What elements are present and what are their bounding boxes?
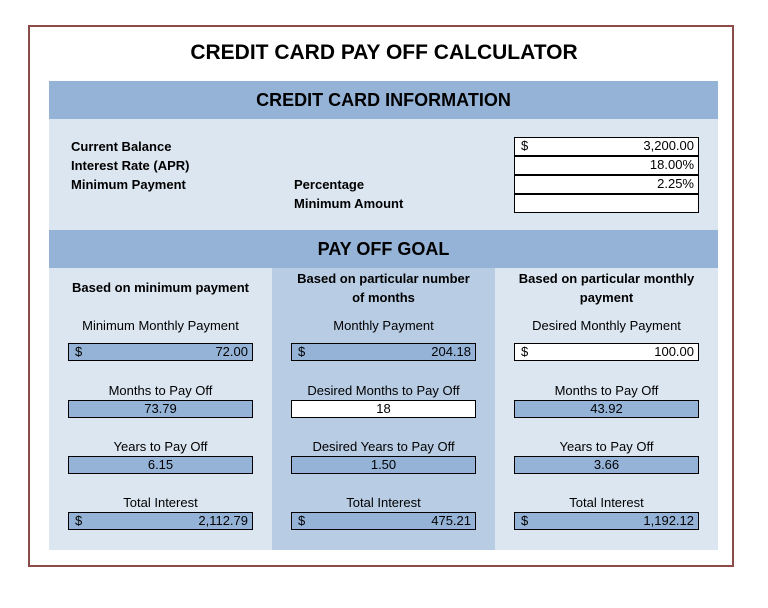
column-2-months-label: Desired Months to Pay Off (307, 383, 460, 398)
column-1-years-label: Years to Pay Off (113, 439, 208, 454)
currency-symbol: $ (75, 344, 83, 359)
column-2-interest-label: Total Interest (346, 495, 421, 510)
column-3-interest-value: 1,192.12 (643, 513, 694, 528)
column-3-heading (495, 269, 718, 307)
column-2-interest-field (291, 512, 476, 530)
minimum-amount-label: Minimum Amount (294, 196, 404, 211)
column-1-interest-label: Total Interest (123, 495, 198, 510)
column-3-payment-value: 100.00 (654, 344, 694, 359)
column-2-interest-value: 475.21 (431, 513, 471, 528)
currency-symbol: $ (521, 344, 529, 359)
column-2-heading-line2: of months (352, 290, 415, 305)
interest-rate-value: 18.00% (649, 157, 694, 172)
currency-symbol: $ (75, 513, 83, 528)
current-balance-value: 3,200.00 (643, 138, 694, 153)
column-1-years-field: 6.15 (68, 456, 253, 474)
column-2-payment-field (291, 343, 476, 361)
column-3-payment-field[interactable] (514, 343, 699, 361)
column-1-payment-label: Minimum Monthly Payment (82, 318, 239, 333)
column-1-heading: Based on minimum payment (72, 280, 249, 295)
column-1-months-label: Months to Pay Off (108, 383, 213, 398)
column-3-interest-field (514, 512, 699, 530)
column-3-months-label: Months to Pay Off (554, 383, 659, 398)
column-1-payment-value: 72.00 (215, 344, 248, 359)
column-3-years-label: Years to Pay Off (559, 439, 654, 454)
column-2-payment-value: 204.18 (431, 344, 471, 359)
percentage-field[interactable] (514, 175, 699, 194)
column-1-months-field: 73.79 (68, 400, 253, 418)
goal-section-header: PAY OFF GOAL (49, 230, 718, 268)
column-3-months-field: 43.92 (514, 400, 699, 418)
current-balance-label: Current Balance (71, 139, 172, 154)
column-2-years-label: Desired Years to Pay Off (312, 439, 455, 454)
column-1-interest-field (68, 512, 253, 530)
column-2-payment-label: Monthly Payment (333, 318, 434, 333)
minimum-payment-label: Minimum Payment (71, 177, 186, 192)
column-1-payment-field (68, 343, 253, 361)
percentage-value: 2.25% (657, 176, 694, 191)
current-balance-field[interactable] (514, 137, 699, 156)
column-2-heading (272, 269, 495, 307)
column-3-payment-label: Desired Monthly Payment (532, 318, 681, 333)
column-3-interest-label: Total Interest (569, 495, 644, 510)
column-2-heading-line1: Based on particular number (297, 271, 470, 286)
column-1-interest-value: 2,112.79 (198, 513, 248, 528)
interest-rate-field[interactable] (514, 156, 699, 175)
column-2-months-field[interactable]: 18 (291, 400, 476, 418)
column-2-years-field: 1.50 (291, 456, 476, 474)
percentage-label: Percentage (294, 177, 365, 192)
interest-rate-label: Interest Rate (APR) (71, 158, 190, 173)
currency-symbol: $ (298, 344, 306, 359)
currency-symbol: $ (298, 513, 306, 528)
column-3-years-field: 3.66 (514, 456, 699, 474)
currency-symbol: $ (521, 138, 529, 153)
column-3-heading-line2: payment (579, 290, 634, 305)
minimum-amount-field[interactable] (514, 194, 699, 213)
info-section-header: CREDIT CARD INFORMATION (49, 81, 718, 119)
currency-symbol: $ (521, 513, 529, 528)
column-3-heading-line1: Based on particular monthly (518, 271, 695, 286)
page-title: CREDIT CARD PAY OFF CALCULATOR (190, 41, 578, 64)
